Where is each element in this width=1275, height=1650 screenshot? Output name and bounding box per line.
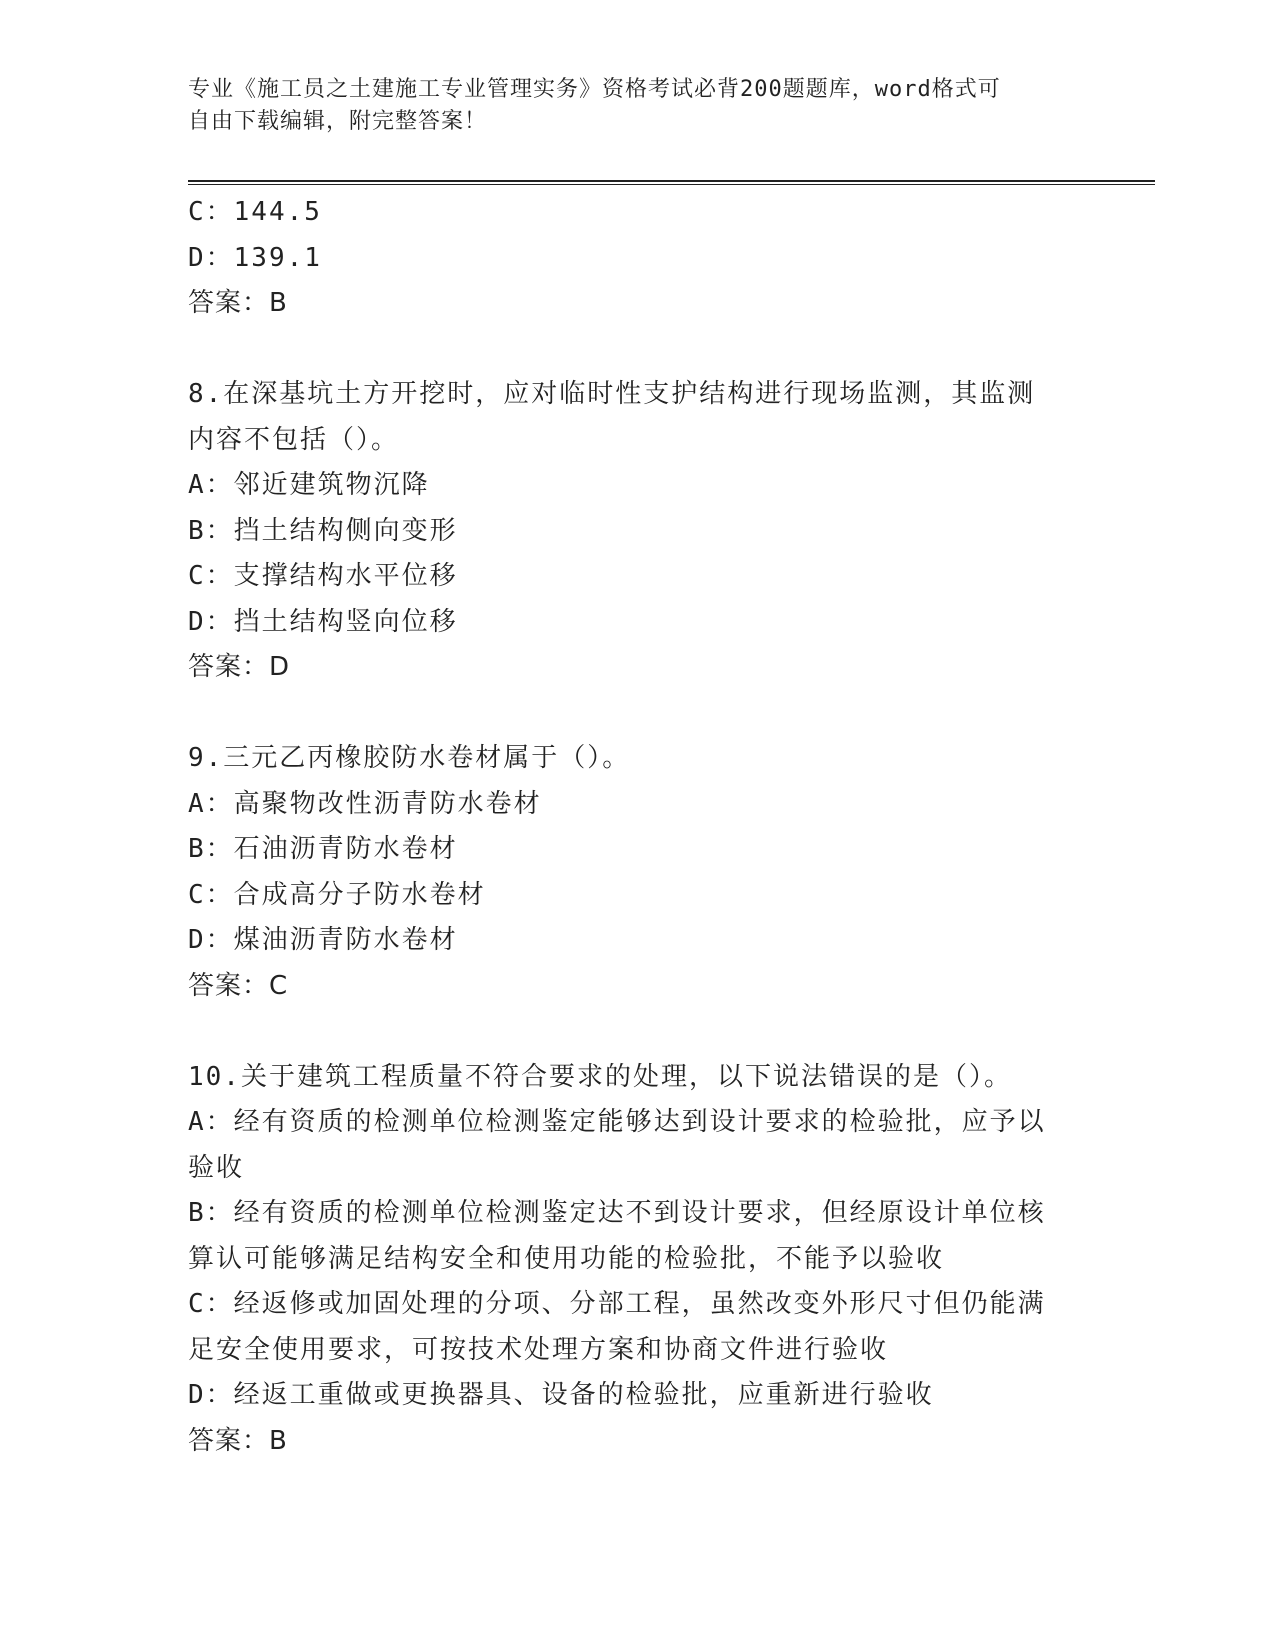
question-stem: 8.在深基坑土方开挖时，应对临时性支护结构进行现场监测，其监测 xyxy=(188,379,1036,409)
option-b: B：经有资质的检测单位检测鉴定达不到设计要求，但经原设计单位核 xyxy=(188,1198,1046,1228)
header-line-1: 专业《施工员之土建施工专业管理实务》资格考试必背200题题库，word格式可 xyxy=(188,77,1001,102)
option-a-cont: 验收 xyxy=(188,1152,245,1183)
option-b: B：石油沥青防水卷材 xyxy=(188,834,458,864)
question-stem: 10.关于建筑工程质量不符合要求的处理，以下说法错误的是（）。 xyxy=(188,1061,1012,1092)
option-c-cont: 足安全使用要求，可按技术处理方案和协商文件进行验收 xyxy=(188,1334,889,1365)
question-list xyxy=(188,190,1088,1464)
question-10 xyxy=(188,1055,1088,1465)
option-c: C：144.5 xyxy=(188,197,322,227)
header-rule-thin xyxy=(188,184,1155,185)
option-d: D：139.1 xyxy=(188,242,322,273)
option-a: A：高聚物改性沥青防水卷材 xyxy=(188,788,542,819)
question-8 xyxy=(188,372,1088,691)
question-stem: 9.三元乙丙橡胶防水卷材属于（）。 xyxy=(188,743,631,773)
option-c: C：支撑结构水平位移 xyxy=(188,561,458,591)
question-7-tail xyxy=(188,190,1088,327)
option-a: A：邻近建筑物沉降 xyxy=(188,470,430,500)
option-d: D：煤油沥青防水卷材 xyxy=(188,925,458,955)
question-stem-cont: 内容不包括（）。 xyxy=(188,424,400,455)
spacer xyxy=(188,327,1088,373)
option-a: A：经有资质的检测单位检测鉴定能够达到设计要求的检验批，应予以 xyxy=(188,1107,1046,1137)
option-b-cont: 算认可能够满足结构安全和使用功能的检验批，不能予以验收 xyxy=(188,1243,945,1274)
header-line-2: 自由下载编辑，附完整答案！ xyxy=(188,109,488,134)
answer: 答案：B xyxy=(188,288,288,318)
header-rule-thick xyxy=(188,180,1155,182)
option-c: C：经返修或加固处理的分项、分部工程，虽然改变外形尺寸但仍能满 xyxy=(188,1289,1046,1319)
option-b: B：挡土结构侧向变形 xyxy=(188,515,458,546)
option-c: C：合成高分子防水卷材 xyxy=(188,879,486,910)
spacer xyxy=(188,691,1088,737)
answer: 答案：D xyxy=(188,652,291,682)
option-d: D：经返工重做或更换器具、设备的检验批，应重新进行验收 xyxy=(188,1380,934,1410)
answer: 答案：C xyxy=(188,970,289,1001)
document-header xyxy=(188,74,1088,138)
option-d: D：挡土结构竖向位移 xyxy=(188,606,458,637)
spacer xyxy=(188,1009,1088,1055)
answer: 答案：B xyxy=(188,1425,288,1456)
question-9 xyxy=(188,736,1088,1009)
